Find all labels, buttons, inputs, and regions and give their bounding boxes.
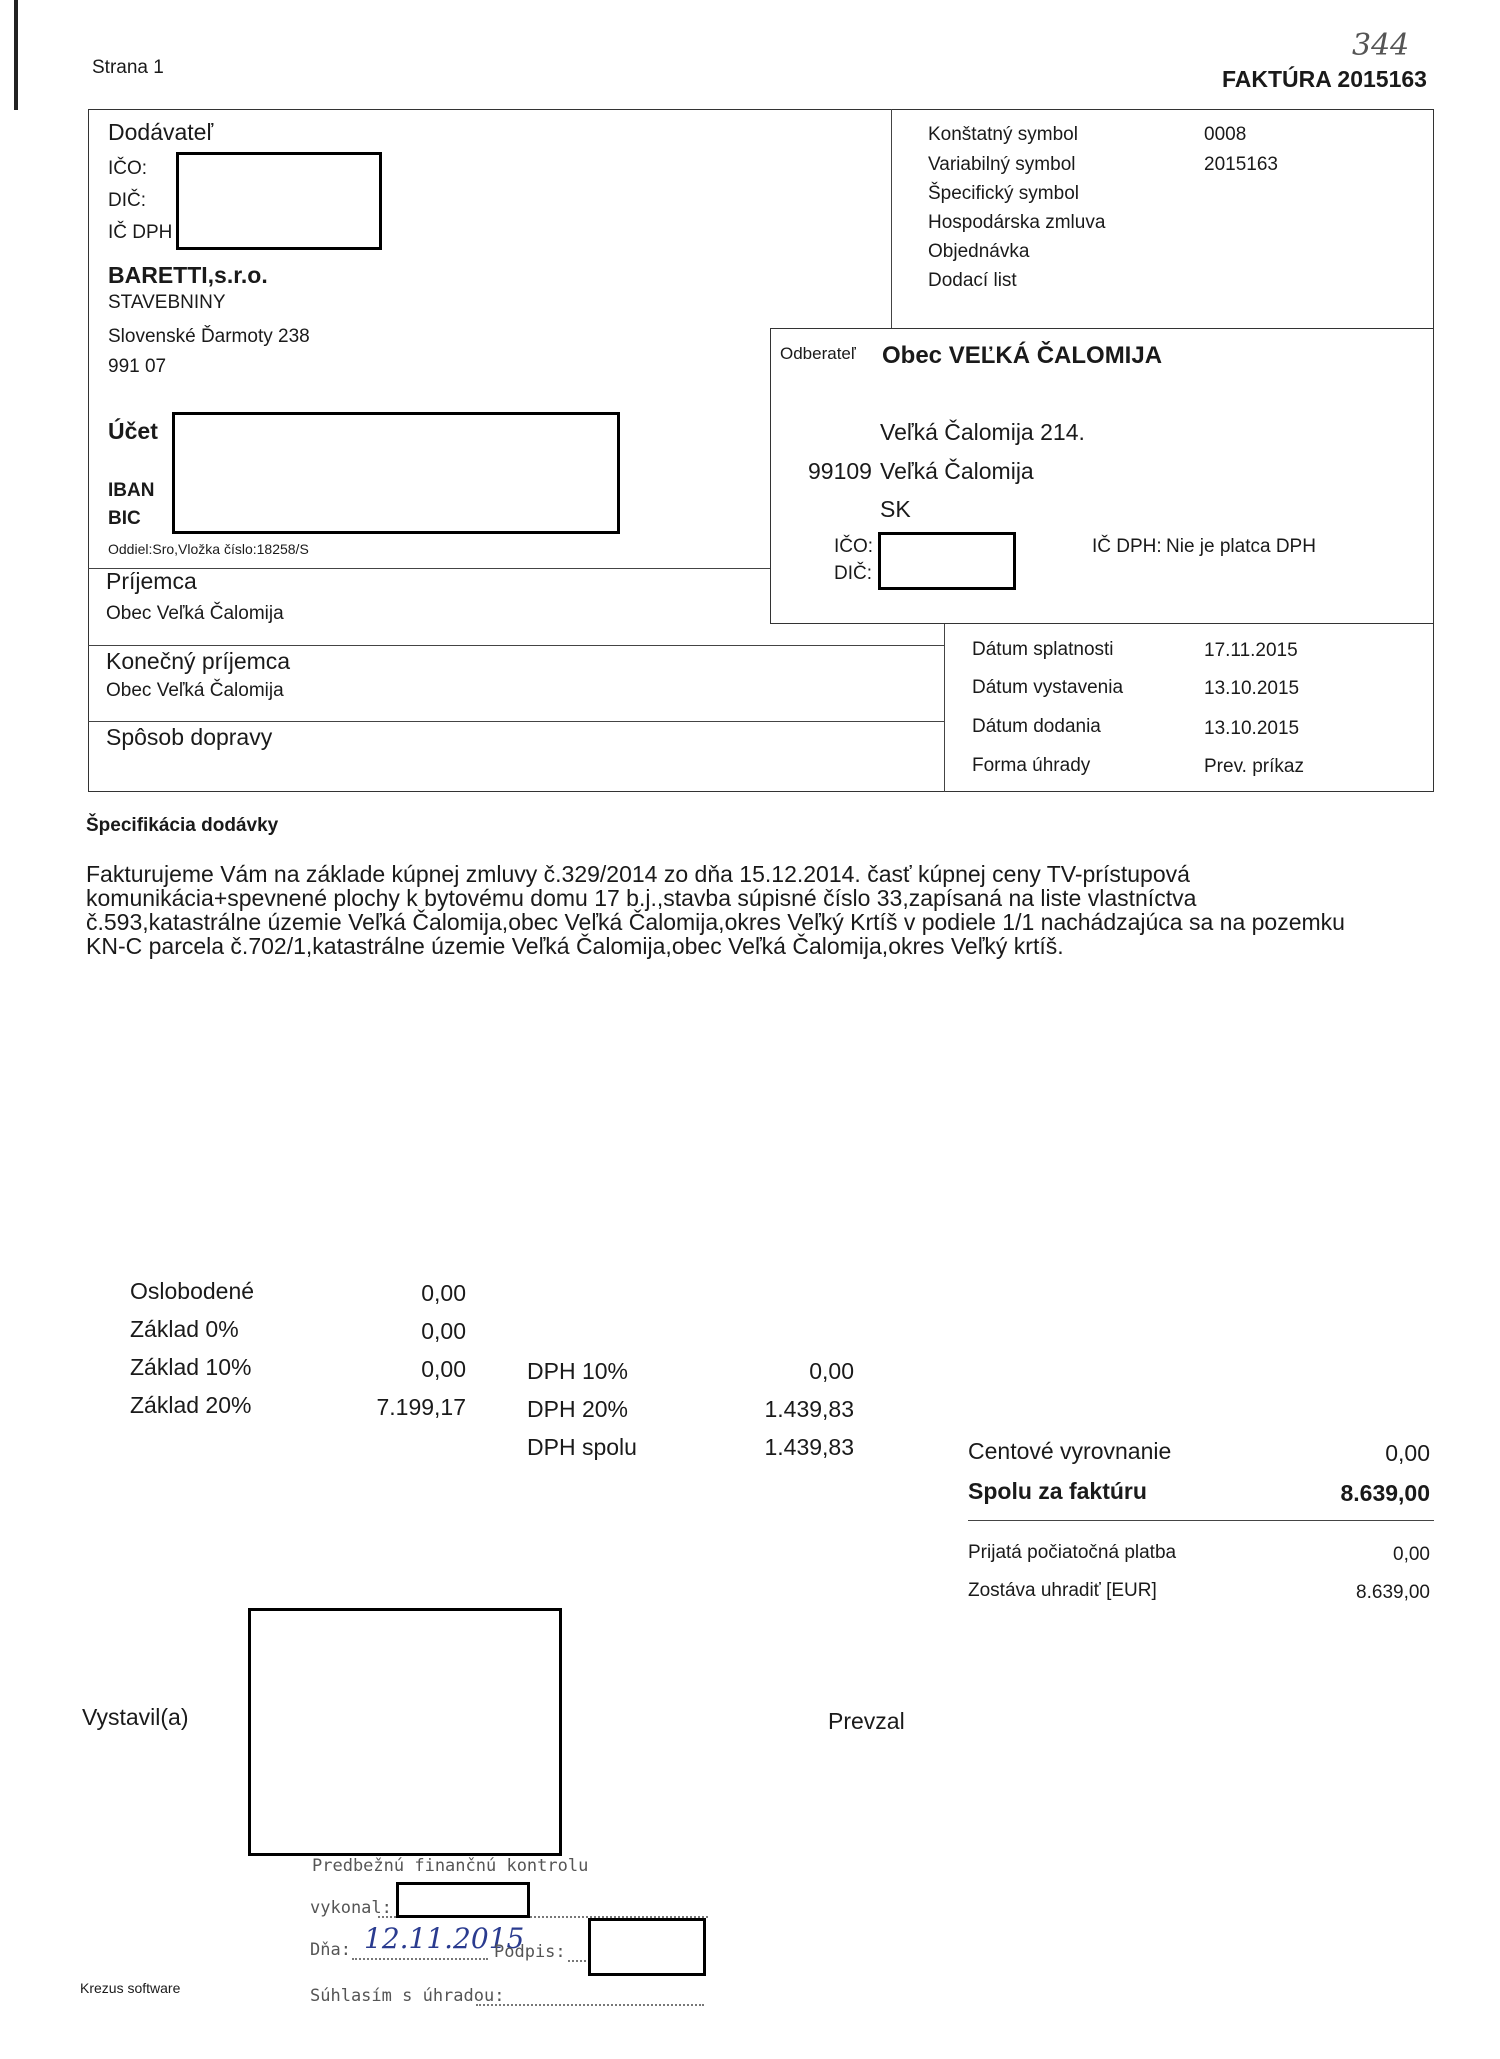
supplier-label: Dodávateľ xyxy=(108,119,214,145)
bic-label: BIC xyxy=(108,508,141,529)
customer-country: SK xyxy=(880,496,911,522)
stamp-date-label: Dňa: xyxy=(310,1940,351,1960)
spec-line: Fakturujeme Vám na základe kúpnej zmluvy č.329/2014 zo dňa 15.12.2014. časť kúpnej ceny TV-prístupová xyxy=(86,861,1190,887)
redacted-controller-name xyxy=(396,1882,530,1918)
customer-name: Obec VEĽKÁ ČALOMIJA xyxy=(882,342,1163,369)
stamp-date-value: 12.11.2015 xyxy=(364,1922,525,1955)
redacted-customer-ids xyxy=(878,532,1016,590)
stamp-dotted-line xyxy=(568,1960,586,1962)
customer-dic-label: DIČ: xyxy=(834,563,872,584)
scan-edge xyxy=(14,0,18,110)
totals-divider xyxy=(968,1520,1434,1521)
supplier-zip: 991 07 xyxy=(108,356,167,377)
supplier-subtitle: STAVEBNINY xyxy=(108,292,226,313)
recipient-name: Obec Veľká Čalomija xyxy=(106,603,284,624)
customer-icdph-label: IČ DPH: xyxy=(1092,536,1162,557)
vat-base-label: Základ 20% xyxy=(130,1392,252,1418)
date-value: 17.11.2015 xyxy=(1204,640,1298,661)
divider xyxy=(891,109,892,328)
rounding-label: Centové vyrovnanie xyxy=(968,1438,1172,1464)
divider xyxy=(944,624,945,792)
spec-heading: Špecifikácia dodávky xyxy=(86,815,279,836)
iban-label: IBAN xyxy=(108,480,155,501)
symbol-label: Hospodárska zmluva xyxy=(928,212,1106,233)
date-value: Prev. príkaz xyxy=(1204,756,1304,777)
vat-amount-value: 0,00 xyxy=(809,1358,854,1384)
account-label: Účet xyxy=(108,418,158,444)
handwritten-number: 344 xyxy=(1352,28,1410,63)
vat-amount-value: 1.439,83 xyxy=(764,1434,854,1460)
symbol-label: Konštatný symbol xyxy=(928,124,1078,145)
total-label: Spolu za faktúru xyxy=(968,1478,1147,1504)
customer-zip: 99109 xyxy=(808,458,872,484)
date-value: 13.10.2015 xyxy=(1204,718,1300,739)
supplier-street: Slovenské Ďarmoty 238 xyxy=(108,326,310,347)
symbol-label: Objednávka xyxy=(928,241,1030,262)
vat-amount-value: 1.439,83 xyxy=(764,1396,854,1422)
remaining-label: Zostáva uhradiť [EUR] xyxy=(968,1580,1157,1601)
redacted-signature xyxy=(248,1608,562,1856)
divider xyxy=(88,721,944,722)
date-label: Dátum splatnosti xyxy=(972,639,1114,660)
issued-by-label: Vystavil(a) xyxy=(82,1704,189,1730)
vat-base-value: 0,00 xyxy=(421,1318,466,1344)
date-value: 13.10.2015 xyxy=(1204,678,1300,699)
spec-line: KN-C parcela č.702/1,katastrálne územie Veľká Čalomija,obec Veľká Čalomija,okres Veľký krtíš. xyxy=(86,933,1064,959)
customer-ico-label: IČO: xyxy=(834,536,874,557)
customer-label: Odberateľ xyxy=(780,344,856,363)
customer-city: Veľká Čalomija xyxy=(880,458,1034,484)
symbol-label: Špecifický symbol xyxy=(928,183,1079,204)
symbol-label: Variabilný symbol xyxy=(928,154,1076,175)
stamp-dotted-line xyxy=(476,2004,704,2006)
stamp-performed-label: vykonal: xyxy=(310,1898,392,1918)
stamp-title: Predbežnú finančnú kontrolu xyxy=(312,1856,589,1876)
total-value: 8.639,00 xyxy=(1340,1480,1430,1506)
vat-amount-label: DPH spolu xyxy=(527,1434,637,1460)
vat-amount-label: DPH 10% xyxy=(527,1358,628,1384)
stamp-dotted-line xyxy=(352,1958,488,1960)
supplier-name: BARETTI,s.r.o. xyxy=(108,262,268,288)
vat-base-label: Základ 0% xyxy=(130,1316,239,1342)
symbol-label: Dodací list xyxy=(928,270,1017,291)
final-recipient-label: Konečný príjemca xyxy=(106,648,291,674)
redacted-controller-signature xyxy=(588,1918,706,1976)
symbol-value: 2015163 xyxy=(1204,154,1278,175)
supplier-icdph-label: IČ DPH xyxy=(108,222,173,243)
symbol-value: 0008 xyxy=(1204,124,1247,145)
date-label: Dátum vystavenia xyxy=(972,677,1124,698)
stamp-agree-label: Súhlasím s úhradou: xyxy=(310,1986,505,2006)
date-label: Dátum dodania xyxy=(972,716,1101,737)
spec-line: komunikácia+spevnené plochy k bytovému domu 17 b.j.,stavba súpisné číslo 33,zapísaná na liste vlastníctva xyxy=(86,885,1197,911)
invoice-title: FAKTÚRA 2015163 xyxy=(1222,66,1427,92)
advance-label: Prijatá počiatočná platba xyxy=(968,1542,1177,1563)
supplier-dic-label: DIČ: xyxy=(108,190,146,211)
final-recipient-name: Obec Veľká Čalomija xyxy=(106,680,284,701)
vat-base-label: Oslobodené xyxy=(130,1278,255,1304)
redacted-supplier-ids xyxy=(176,152,382,250)
vat-base-label: Základ 10% xyxy=(130,1354,252,1380)
recipient-label: Príjemca xyxy=(106,568,197,594)
advance-value: 0,00 xyxy=(1393,1544,1430,1565)
transport-label: Spôsob dopravy xyxy=(106,724,273,750)
rounding-value: 0,00 xyxy=(1385,1440,1430,1466)
vat-base-value: 7.199,17 xyxy=(376,1394,466,1420)
vat-amount-label: DPH 20% xyxy=(527,1396,628,1422)
divider xyxy=(88,645,944,646)
software-label: Krezus software xyxy=(80,1980,181,1996)
page-label: Strana 1 xyxy=(92,57,164,78)
spec-line: č.593,katastrálne územie Veľká Čalomija,obec Veľká Čalomija,okres Veľký Krtíš v podiele 1/1 nachádzajúca sa na pozemku xyxy=(86,909,1345,935)
date-label: Forma úhrady xyxy=(972,755,1091,776)
remaining-value: 8.639,00 xyxy=(1356,1582,1430,1603)
customer-street: Veľká Čalomija 214. xyxy=(880,419,1085,445)
vat-base-value: 0,00 xyxy=(421,1356,466,1382)
registry-note: Oddiel:Sro,Vložka číslo:18258/S xyxy=(108,541,309,557)
redacted-bank-details xyxy=(172,412,620,534)
stamp-signature-label: Podpis: xyxy=(494,1942,566,1962)
vat-base-value: 0,00 xyxy=(421,1280,466,1306)
supplier-ico-label: IČO: xyxy=(108,158,148,179)
received-by-label: Prevzal xyxy=(828,1708,905,1734)
customer-icdph-value: Nie je platca DPH xyxy=(1166,536,1316,557)
